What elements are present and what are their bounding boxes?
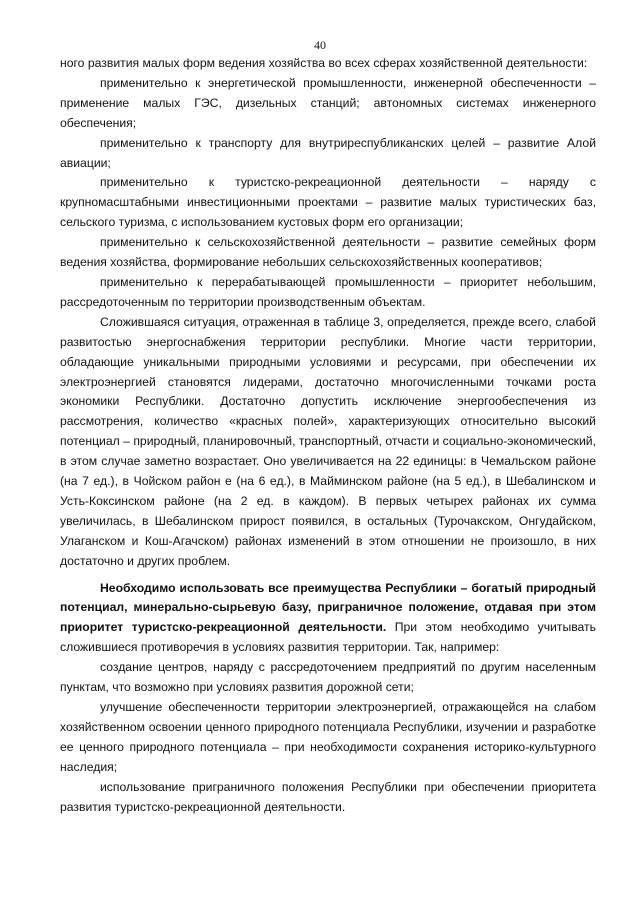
list-item-centers: создание центров, наряду с рассредоточением предприятий по другим населенным пунктам, что возможно при условиях развития дорожной сети; — [60, 660, 596, 695]
emphasis-bold-text: Необходимо использовать все преимущества Республики – богатый природный потенциал, минерально-сырьевую базу, приграничное положение, отдавая при этом приоритет туристско-рекреационной деятельности. — [60, 580, 596, 635]
document-body — [60, 54, 596, 817]
paragraph-agriculture: применительно к сельскохозяйственной деятельности – развитие семейных форм ведения хозяйства, формирование небольших сельскохозяйственных кооперативов; — [60, 235, 596, 270]
page-number: 40 — [314, 38, 326, 52]
list-item-electricity: улучшение обеспеченности территории электроэнергией, отражающейся на слабом хозяйственном освоении ценного природного потенциала Республики, изучении и разработке ее ценного природного потенциала – при необходимости сохранения историко-культурного наследия; — [60, 700, 596, 774]
list-item-border: использование приграничного положения Республики при обеспечении приоритета развития туристско-рекреационной деятельности. — [60, 779, 596, 814]
paragraph-tourism: применительно к туристско-рекреационной деятельности – наряду с крупномасштабными инвестиционными проектами – развитие малых туристических баз, сельского туризма, с использованием кустовых форм его организации; — [60, 175, 596, 230]
paragraph-continuation: ного развития малых форм ведения хозяйства во всех сферах хозяйственной деятельности: — [60, 56, 588, 70]
paragraph-emphasis — [60, 579, 596, 659]
paragraph-situation: Сложившаяся ситуация, отраженная в таблице 3, определяется, прежде всего, слабой развитостью энергоснабжения территории республики. Многие части территории, обладающие уникальными природными условиями и ресурсами, при обеспечении их электроэнергией становятся лидерами, достаточно многочисленными точками роста экономики Республики. Достаточно допустить исключение энергообеспечения из рассмотрения, количество «красных полей», характеризующих относительно высокий потенциал – природный, планировочный, транспортный, отчасти и социально-экономический, в этом случае заметно возрастает. Оно увеличивается на 22 единицы: в Чемальском районе (на 7 ед.), в Чойском район е (на 6 ед.), в Майминском районе (на 5 ед.), в Шебалинском и Усть-Коксинском районе (на 2 ед. в каждом). В первых четырех районах их сумма увеличилась, в Шебалинском прирост появился, в остальных (Турочакском, Онгудайском, Улаганском и Кош-Агачском) районах изменений в этом отношении не произошло, в них достаточно и других проблем. — [60, 314, 596, 568]
paragraph-processing: применительно к перерабатывающей промышленности – приоритет небольшим, рассредоточенным по территории производственным объектам. — [60, 274, 596, 309]
paragraph-energy: применительно к энергетической промышленности, инженерной обеспеченности – применение малых ГЭС, дизельных станций; автономных системах инженерного обеспечения; — [60, 75, 596, 130]
emphasis-rest-text: При этом необходимо учитывать сложившиеся противоречия в условиях развития территории. Так, например: — [60, 620, 596, 655]
paragraph-transport: применительно к транспорту для внутриреспубликанских целей – развитие Алой авиации; — [60, 135, 596, 170]
